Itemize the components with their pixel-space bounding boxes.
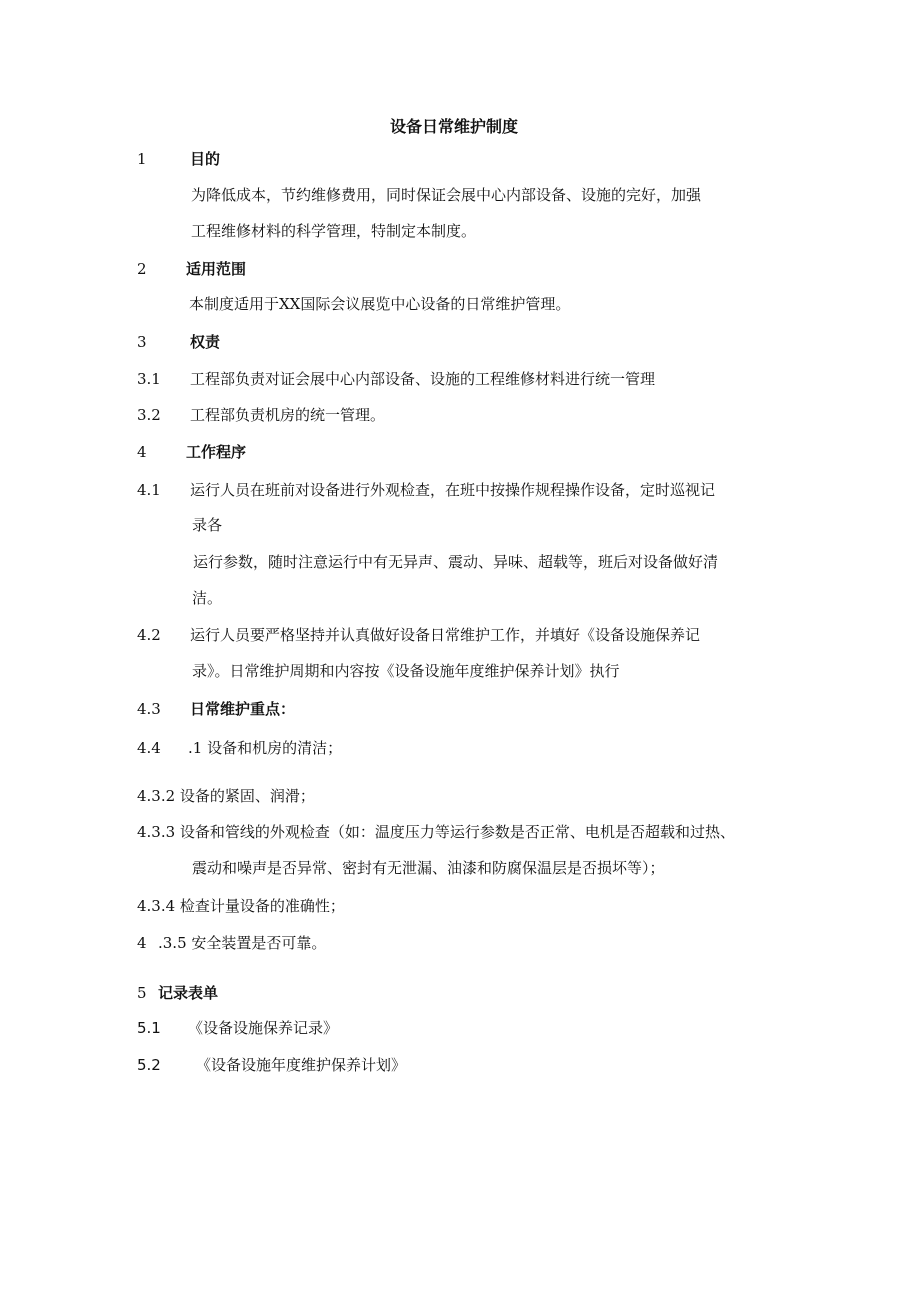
- section-heading: 目的: [190, 150, 221, 168]
- item-number: 4.3: [137, 700, 161, 718]
- section-heading: 记录表单: [158, 984, 219, 1002]
- item-text: 洁。: [192, 589, 223, 607]
- item-text: 运行人员要严格坚持并认真做好设备日常维护工作，并填好《设备设施保养记: [190, 626, 701, 644]
- item-number: 5.2: [137, 1056, 161, 1074]
- item-text: 4.3.3 设备和管线的外观检查（如：温度压力等运行参数是否正常、电机是否超载和过热、: [137, 823, 735, 841]
- section-number: 5: [137, 984, 147, 1002]
- section-number: 3: [137, 333, 147, 351]
- item-text: .1 设备和机房的清洁；: [188, 739, 343, 757]
- item-text: 录各: [192, 516, 223, 534]
- item-number: 4.1: [137, 481, 161, 499]
- paragraph-line: 本制度适用于XX国际会议展览中心设备的日常维护管理。: [189, 295, 571, 313]
- item-text: 录》。日常维护周期和内容按《设备设施年度维护保养计划》执行: [192, 662, 620, 680]
- section-heading: 适用范围: [186, 260, 247, 278]
- item-text: 《设备设施年度维护保养计划》: [196, 1056, 407, 1074]
- item-heading: 日常维护重点：: [190, 700, 296, 718]
- section-number: 4: [137, 443, 147, 461]
- paragraph-line: 工程维修材料的科学管理，特制定本制度。: [191, 222, 477, 240]
- item-text: 震动和噪声是否异常、密封有无泄漏、油漆和防腐保温层是否损坏等）；: [192, 859, 665, 877]
- item-text: 运行人员在班前对设备进行外观检查，在班中按操作规程操作设备，定时巡视记: [190, 481, 716, 499]
- item-number: 5.1: [137, 1019, 161, 1037]
- section-heading: 工作程序: [186, 443, 247, 461]
- page-title: 设备日常维护制度: [390, 117, 519, 136]
- section-heading: 权责: [190, 333, 221, 351]
- item-number: 4: [137, 934, 147, 952]
- item-text: 工程部负责对证会展中心内部设备、设施的工程维修材料进行统一管理: [190, 370, 656, 388]
- item-number: 3.1: [137, 370, 161, 388]
- item-text: 《设备设施保养记录》: [188, 1019, 339, 1037]
- item-text: 工程部负责机房的统一管理。: [190, 406, 386, 424]
- item-text: 运行参数，随时注意运行中有无异声、震动、异味、超载等，班后对设备做好清: [193, 553, 719, 571]
- item-number: 4.2: [137, 626, 161, 644]
- item-text: .3.5 安全装置是否可靠。: [158, 934, 327, 952]
- section-number: 2: [137, 260, 147, 278]
- item-number: 4.4: [137, 739, 161, 757]
- item-text: 4.3.2 设备的紧固、润滑；: [137, 787, 315, 805]
- paragraph-line: 为降低成本，节约维修费用，同时保证会展中心内部设备、设施的完好，加强: [191, 186, 702, 204]
- item-number: 3.2: [137, 406, 161, 424]
- section-number: 1: [137, 150, 147, 168]
- item-text: 4.3.4 检查计量设备的准确性；: [137, 897, 345, 915]
